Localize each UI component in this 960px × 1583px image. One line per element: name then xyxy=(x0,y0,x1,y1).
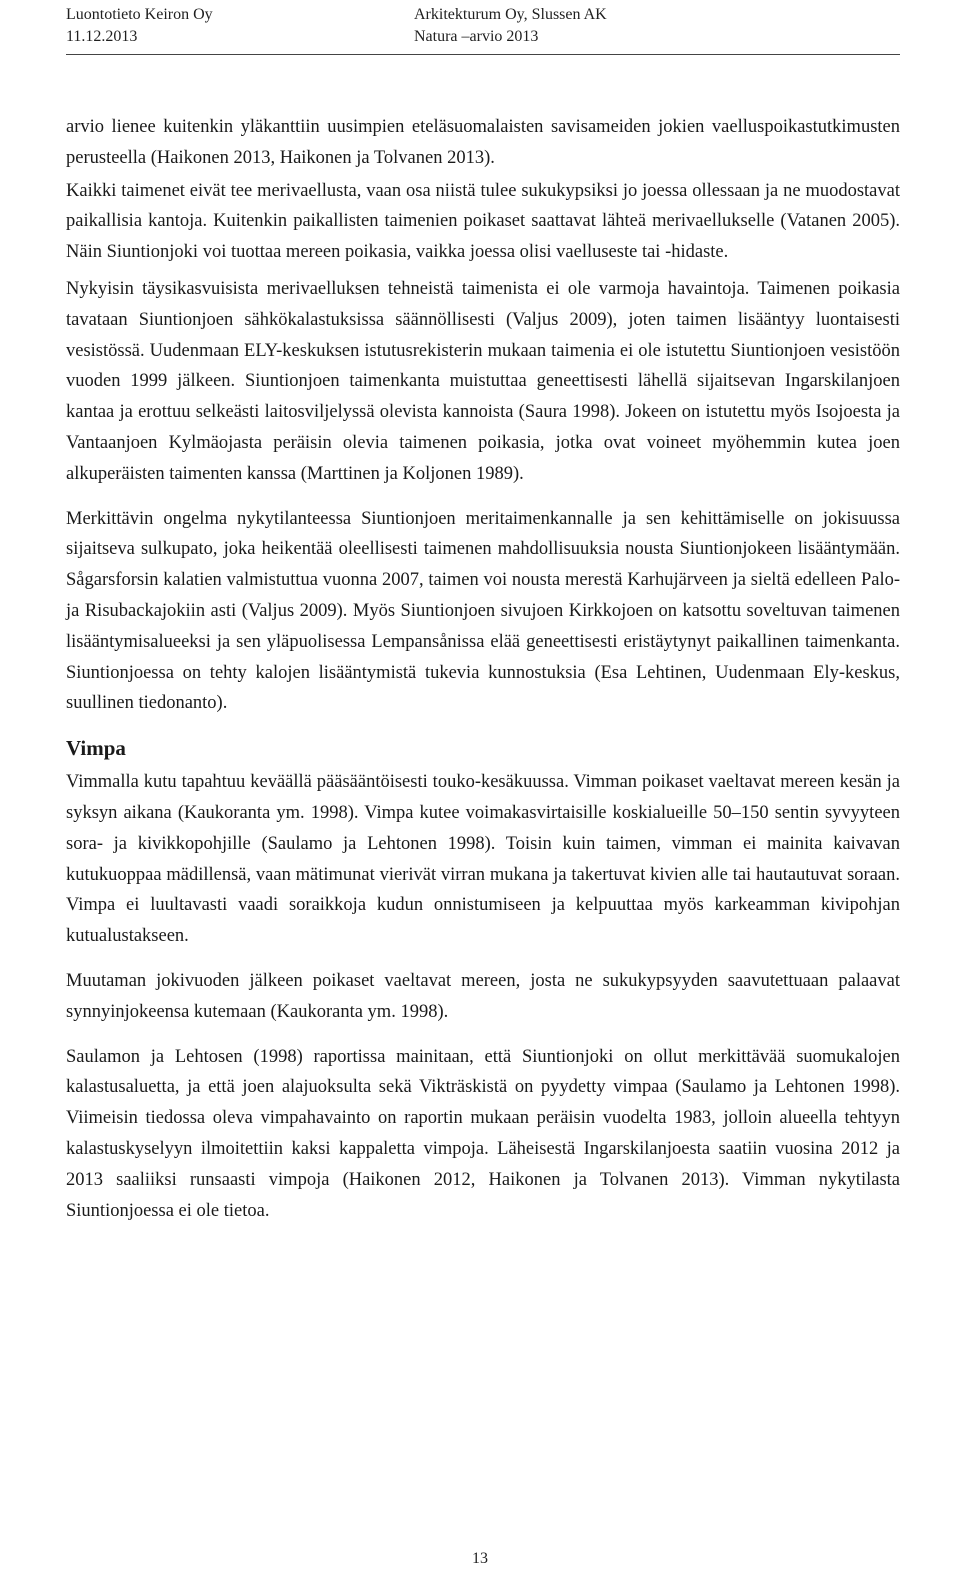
paragraph-2: Kaikki taimenet eivät tee merivaellusta, vaan osa niistä tulee sukukypsiksi jo joessa ollessaan ja ne muodostavat paikallisia kantoja. Kuitenkin paikallisten taimenien poikaset saattavat lähteä merivaellukselle (Vatanen 2005). Näin Siuntionjoki voi tuottaa mereen poikasia, vaikka joessa olisi vaelluseste tai -hidaste. xyxy=(66,180,900,263)
paragraph-6: Muutaman jokivuoden jälkeen poikaset vaeltavat mereen, josta ne sukukypsyyden saavutettuaan palaavat synnyinjokeensa kutemaan (Kaukoranta ym. 1998). xyxy=(66,970,900,1022)
paragraph-1: arvio lienee kuitenkin yläkanttiin uusimpien eteläsuomalaisten savisameiden jokien vaelluspoikastutkimusten perusteella (Haikonen 2013, Haikonen ja Tolvanen 2013). xyxy=(66,117,900,168)
paragraph-4: Merkittävin ongelma nykytilanteessa Siuntionjoen meritaimenkannalle ja sen kehittämiselle on jokisuussa sijaitseva sulkupato, joka heikentää oleellisesti taimenen mahdollisuuksia nousta Siuntionjokeen lisääntymään. Sågarsforsin kalatien valmistuttua vuonna 2007, taimen voi nousta merestä Karhujärveen ja sieltä edelleen Palo- ja Risubackajokiin asti (Valjus 2009). Myös Siuntionjoen sivujoen Kirkkojoen on katsottu soveltuvan taimenen lisääntymisalueeksi ja sen yläpuolisessa Lempansånissa elää geneettisesti eristäytynyt paikallinen taimenkanta. Siuntionjoessa on tehty kalojen lisääntymistä tukevia kunnostuksia (Esa Lehtinen, Uudenmaan Ely-keskus, suullinen tiedonanto). xyxy=(66,508,900,714)
page-number: 13 xyxy=(472,1550,488,1567)
header-date: 11.12.2013 xyxy=(66,28,138,45)
header-company: Luontotieto Keiron Oy xyxy=(66,6,213,23)
paragraph-3: Nykyisin täysikasvuisista merivaelluksen tehneistä taimenista ei ole varmoja havaintoja. Taimenen poikasia tavataan Siuntionjoen sähkökalastuksissa säännöllisesti (Valjus 2009), joten taimen lisääntyy luontaisesti vesistössä. Uudenmaan ELY-keskuksen istutusrekisterin mukaan taimenia ei ole istutettu Siuntionjoen vesistöön vuoden 1999 jälkeen. Siuntionjoen taimenkanta muistuttaa geneettisesti lähellä sijaitsevan Ingarskilanjoen kantaa ja erottuu selkeästi laitosviljelyssä olevista kannoista (Saura 1998). Jokeen on istutettu myös Isojoesta ja Vantaanjoen Kylmäojasta peräisin olevia taimenen poikasia, jotka ovat voineet myöhemmin kutea joen alkuperäisten taimenten kanssa (Marttinen ja Koljonen 1989). xyxy=(66,278,900,484)
header-client: Arkitekturum Oy, Slussen AK xyxy=(414,6,607,23)
header-left xyxy=(66,4,213,48)
paragraph-7: Saulamon ja Lehtosen (1998) raportissa mainitaan, että Siuntionjoki on ollut merkittävää suomukalojen kalastusaluetta, ja että joen alajuoksulta sekä Vikträskistä on pyydetty vimpaa (Saulamo ja Lehtonen 1998). Viimeisin tiedossa oleva vimpahavainto on raportin mukaan peräisin vuodelta 1983, jolloin alueella tehtyyn kalastuskyselyyn ilmoitettiin kaksi kappaletta vimpoja. Läheisestä Ingarskilanjoesta saatiin vuosina 2012 ja 2013 saaliiksi runsaasti vimpoja (Haikonen 2012, Haikonen ja Tolvanen 2013). Vimman nykytilasta Siuntionjoessa ei ole tietoa. xyxy=(66,1046,900,1221)
header-right xyxy=(414,4,607,48)
paragraph-5: Vimmalla kutu tapahtuu keväällä pääsääntöisesti touko-kesäkuussa. Vimman poikaset vaeltavat mereen kesän ja syksyn aikana (Kaukoranta ym. 1998). Vimpa kutee voimakasvirtaisille koskialueille 50–150 sentin syvyyteen sora- ja kivikkopohjille (Saulamo ja Lehtonen 1998). Toisin kuin taimen, vimman ei mainita kaivavan kutukuoppaa mädillensä, vaan mätimunat vierivät virran mukana ja takertuvat kivien alle tai hautautuvat soraan. Vimpa ei luultavasti vaadi soraikkoja kudun onnistumiseen ja kelpuuttaa myös karkeamman kivipohjan kutualustakseen. xyxy=(66,772,900,947)
page-header xyxy=(66,0,900,55)
section-heading-vimpa: Vimpa xyxy=(66,736,126,761)
header-document-title: Natura –arvio 2013 xyxy=(414,28,539,45)
page-body xyxy=(66,112,900,1240)
